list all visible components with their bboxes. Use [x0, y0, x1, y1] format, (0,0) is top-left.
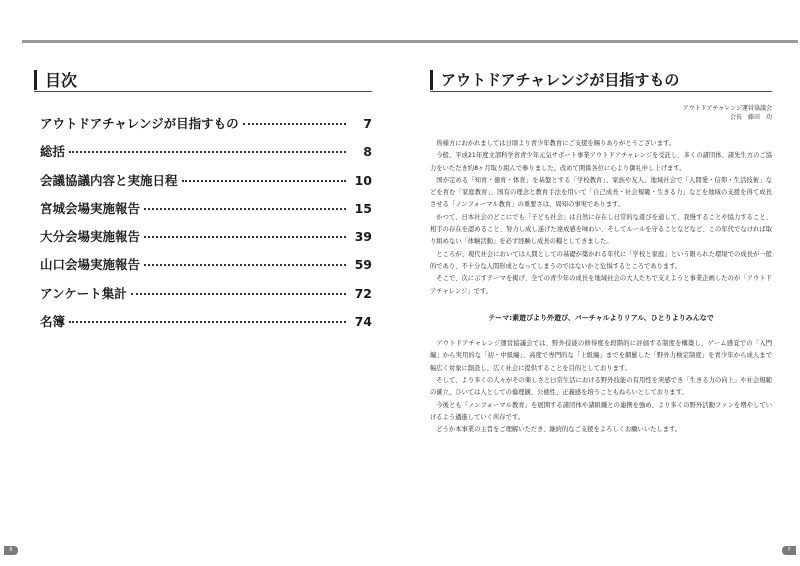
toc-item-page: 10	[354, 172, 372, 188]
toc-item-label: 名簿	[40, 314, 66, 330]
toc-item-page: 8	[363, 144, 372, 160]
article-header	[430, 68, 772, 92]
toc-header	[34, 68, 372, 92]
paragraph: かつて、日本社会のどこにでも「子ども社会」は自然に存在し日常的な遊びを通して、我慢することや協力すること、相手の存在を認めること、努力し成し遂げた達成感を味わい、そしてルールを守ることなどなど、この年代でなければ取り組めない「体験活動」を必ず経験し成長の糧としてきました。	[430, 213, 772, 246]
toc-item-page: 15	[354, 200, 372, 216]
toc-item-page: 72	[354, 285, 372, 301]
paragraph: どうか本事業の主旨をご理解いただき、継続的なご支援をよろしくお願いいたします。	[436, 426, 682, 434]
toc-leader-dots	[69, 321, 346, 323]
toc-item-page: 59	[354, 257, 372, 273]
toc-page	[34, 68, 372, 340]
toc-item-page: 7	[363, 116, 372, 131]
author-block	[430, 104, 772, 122]
toc-item[interactable]	[34, 171, 372, 199]
toc-leader-dots	[182, 180, 346, 182]
toc-item-page: 74	[354, 314, 372, 330]
toc-leader-dots	[69, 151, 346, 153]
paragraph: 国が定める「知育・徳育・体育」を基盤とする「学校教育」、家族や友人、地域社会で「人間愛・信仰・生活技術」などを育む「家庭教育」、国有の理念と教育手法を用いて「自己成長・社会規範・生きる力」などを地域の支援を得て成長させる「ノンフォーマル教育」の重要さは、周知の事実であります。	[430, 176, 772, 209]
page-number-right: 7	[782, 546, 796, 555]
toc-item-label: アウトドアチャレンジが目指すもの	[40, 116, 239, 131]
article-page	[430, 68, 772, 437]
toc-item-label: 宮城会場実施報告	[40, 200, 141, 216]
toc-item-label: 会議協議内容と実施日程	[40, 172, 178, 188]
toc-item-label: アンケート集計	[40, 285, 127, 301]
toc-item-label: 総括	[40, 144, 66, 160]
paragraph: 今後とも「ノンフォーマル教育」を展開する諸団体や諸組織との連携を強め、より多くの野外活動ファンを増やしていけるよう邁進していく所存です。	[430, 401, 772, 421]
toc-item-page: 39	[354, 229, 372, 245]
author-org: アウトドアチャレンジ運営協議会	[682, 105, 772, 112]
article-title-bar	[430, 70, 433, 90]
toc-leader-dots	[243, 123, 346, 125]
toc-list	[34, 114, 372, 340]
toc-item[interactable]	[34, 114, 372, 142]
toc-item-label: 山口会場実施報告	[40, 257, 141, 273]
toc-leader-dots	[144, 236, 346, 238]
toc-item[interactable]	[34, 142, 372, 170]
paragraph: そして、より多くの人々がその楽しさと日常生活における野外技能の有用性を実感でき「生きる力の向上」や社会規範の確立、ひいては人としての倫理観、公徳性、正義感を培うこともねらいとしております。	[430, 377, 772, 397]
toc-item[interactable]	[34, 255, 372, 283]
article-body	[430, 138, 772, 437]
paragraph: 今般、平成21年度文部科学省青少年元気サポート事業アウトドアチャレンジを受託し、多くの諸団体、諸先生方のご協力をいただき約8ヶ月取り組んで参りました。改めて関係各位に心より御礼申し上げます。	[430, 152, 772, 172]
toc-item-label: 大分会場実施報告	[40, 229, 141, 245]
toc-item[interactable]	[34, 312, 372, 340]
paragraph: アウトドアチャレンジ運営協議会では、野外技能の修得度を段階的に評価する制度を構築し、ゲーム感覚での「入門編」から実用的な「初・中級編」、高度で専門的な「上級編」までを網羅した「野外力検定制度」を青少年から成人まで幅広く対象に創設し、広く社会に提供することを目的としております。	[430, 340, 772, 372]
paragraph: ところが、現代社会においては人間としての基礎が築かれる年代に「学校と家庭」という限られた環境での成長が一般的であり、不十分な人間形成となってしまうのではないかと危惧するところであります。	[430, 250, 772, 270]
toc-leader-dots	[144, 208, 346, 210]
toc-item[interactable]	[34, 227, 372, 255]
toc-leader-dots	[131, 293, 346, 295]
toc-title: 目次	[45, 71, 78, 90]
top-rule	[22, 40, 798, 43]
toc-item[interactable]	[34, 284, 372, 312]
toc-item[interactable]	[34, 199, 372, 227]
article-title: アウトドアチャレンジが目指すもの	[441, 71, 680, 89]
paragraph: 皆様方におかれましては日頃より青少年教育にご支援を賜りありがとうございます。	[436, 140, 676, 147]
toc-leader-dots	[144, 264, 346, 266]
toc-title-bar	[34, 70, 37, 90]
theme-heading: テーマ:素遊びより外遊び、バーチャルよりリアル、ひとりよりみんなで	[488, 313, 714, 322]
author-name: 会長 藤田 功	[729, 114, 772, 121]
paragraph: そこで、次に示すテーマを掲げ、全ての青少年の成長を地域社会の大人たちで支えようと事業企画したのが「アウトドアチャレンジ」です。	[430, 275, 772, 295]
page-number-left: 6	[4, 546, 18, 555]
